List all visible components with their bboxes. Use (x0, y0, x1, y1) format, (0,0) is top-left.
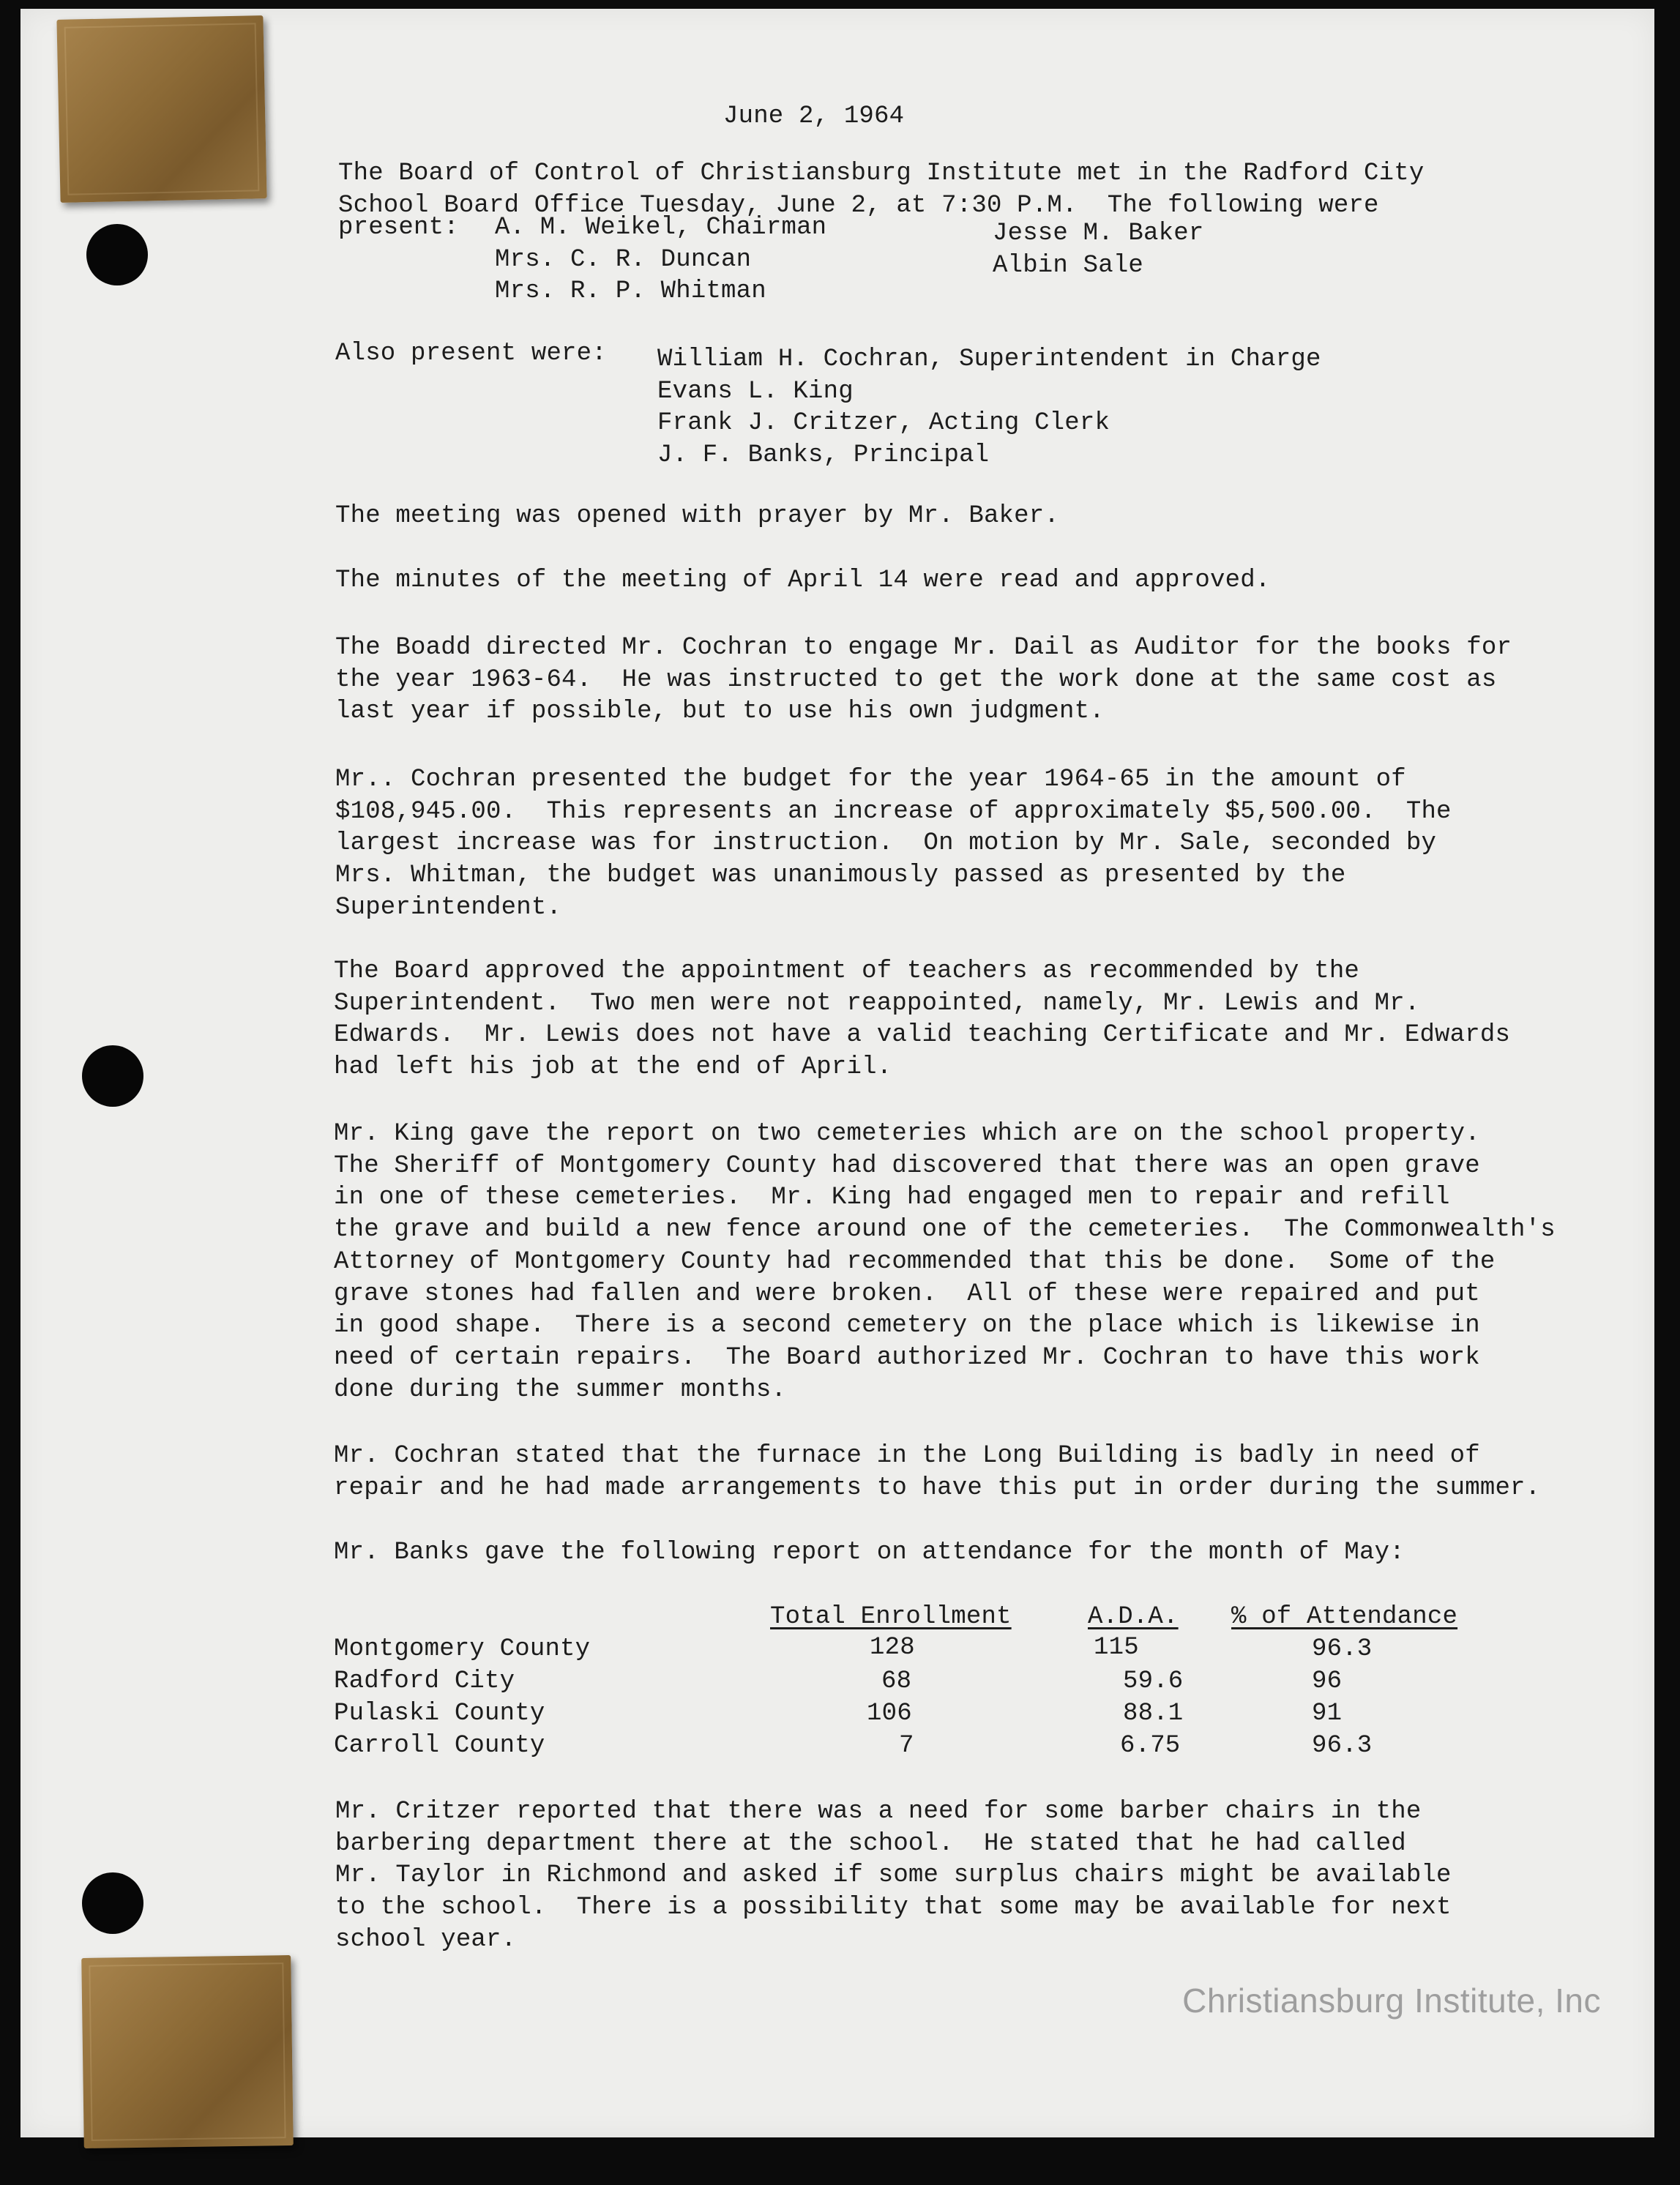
table-cell-county: Pulaski County (334, 1700, 545, 1728)
table-cell-enrollment: 106 (867, 1700, 912, 1728)
table-cell-pct: 96.3 (1312, 1732, 1373, 1760)
present-label: present: (338, 214, 459, 242)
paragraph-prayer (335, 501, 1059, 533)
paragraph-auditor (335, 632, 1512, 728)
table-cell-county: Carroll County (334, 1732, 545, 1760)
attendee: Mrs. C. R. Duncan (495, 245, 752, 274)
table-cell-pct: 96 (1312, 1667, 1343, 1695)
text-line: Mr. Cochran stated that the furnace in the Long Building is badly in need of (334, 1442, 1480, 1470)
text-line: School Board Office Tuesday, June 2, at 7:30 P.M. The following were (338, 191, 1379, 220)
text-line: The Sheriff of Montgomery County had discovered that there was an open grave (334, 1151, 1480, 1180)
attendee: Mrs. R. P. Whitman (495, 277, 766, 306)
table-cell-pct: 96.3 (1312, 1635, 1373, 1663)
text-line: Mr. King gave the report on two cemeteries which are on the school property. (334, 1120, 1480, 1148)
paragraph-furnace (334, 1441, 1540, 1504)
paragraph-minutes (335, 565, 1270, 597)
text-line: in good shape. There is a second cemetery on the place which is likewise in (334, 1312, 1480, 1340)
text-line: in one of these cemeteries. Mr. King had engaged men to repair and refill (334, 1184, 1450, 1212)
text-line: Edwards. Mr. Lewis does not have a valid teaching Certificate and Mr. Edwards (334, 1021, 1511, 1050)
table-cell-ada: 88.1 (1123, 1700, 1184, 1728)
text-line: $108,945.00. This represents an increase of approximately $5,500.00. The (335, 797, 1452, 826)
text-line: Mr. Banks gave the following report on attendance for the month of May: (334, 1539, 1405, 1566)
attendee: Evans L. King (657, 377, 854, 406)
text-line: The Board approved the appointment of teachers as recommended by the (334, 957, 1360, 985)
text-line: Attorney of Montgomery County had recommended that this be done. Some of the (334, 1247, 1496, 1276)
text-line: Mr. Taylor in Richmond and asked if some surplus chairs might be available (335, 1861, 1452, 1890)
paragraph-cemeteries (334, 1118, 1556, 1406)
text-line: largest increase was for instruction. On motion by Mr. Sale, seconded by (335, 829, 1437, 858)
table-cell-ada: 6.75 (1120, 1732, 1181, 1760)
text-line: Mr.. Cochran presented the budget for the year 1964-65 in the amount of (335, 766, 1406, 793)
attendee: William H. Cochran, Superintendent in Charge (657, 346, 1321, 373)
paragraph-budget (335, 764, 1452, 925)
text-line: The minutes of the meeting of April 14 were read and approved. (335, 567, 1271, 594)
table-cell-enrollment: 68 (881, 1667, 912, 1695)
text-line: school year. (335, 1925, 517, 1954)
table-cell-enrollment: 128 (870, 1634, 915, 1662)
table-cell-county: Montgomery County (334, 1635, 591, 1663)
text-line: grave stones had fallen and were broken. All of these were repaired and put (334, 1280, 1480, 1308)
table-header: % of Attendance (1231, 1603, 1458, 1631)
text-line: the grave and build a new fence around one of the cemeteries. The Commonwealth's (334, 1216, 1556, 1244)
also-present-list (657, 344, 1321, 472)
present-list-col1 (495, 212, 826, 308)
text-line: Superintendent. Two men were not reappointed, namely, Mr. Lewis and Mr. (334, 989, 1420, 1017)
paragraph-attendance-intro (334, 1537, 1405, 1569)
paragraph-barber-chairs (335, 1796, 1452, 1957)
table-header: Total Enrollment (770, 1603, 1012, 1631)
text-line: repair and he had made arrangements to have this put in order during the summer. (334, 1474, 1541, 1502)
text-line: The meeting was opened with prayer by Mr. Baker. (335, 502, 1059, 530)
table-cell-county: Radford City (334, 1667, 515, 1695)
text-line: The Boadd directed Mr. Cochran to engage Mr. Dail as Auditor for the books for (335, 634, 1512, 662)
text-line: The Board of Control of Christiansburg Institute met in the Radford City (338, 160, 1425, 187)
attendee: Frank J. Critzer, Acting Clerk (657, 409, 1110, 438)
text-line: need of certain repairs. The Board authorized Mr. Cochran to have this work (334, 1343, 1480, 1372)
table-cell-ada: 59.6 (1123, 1667, 1184, 1695)
text-line: Mrs. Whitman, the budget was unanimously passed as presented by the (335, 862, 1346, 890)
text-line: Superintendent. (335, 893, 562, 922)
attendee: Albin Sale (993, 251, 1144, 280)
text-line: had left his job at the end of April. (334, 1053, 892, 1082)
paragraph-teachers (334, 956, 1510, 1084)
table-header: A.D.A. (1088, 1603, 1179, 1631)
text-line: Mr. Critzer reported that there was a need for some barber chairs in the (335, 1798, 1422, 1826)
table-cell-pct: 91 (1312, 1700, 1343, 1728)
text-line: to the school. There is a possibility that some may be available for next (335, 1894, 1452, 1922)
also-present-label: Also present were: (335, 340, 607, 367)
text-line: done during the summer months. (334, 1375, 787, 1404)
present-list-col2 (993, 218, 1203, 282)
table-cell-enrollment: 7 (899, 1732, 914, 1760)
watermark: Christiansburg Institute, Inc (1182, 1982, 1601, 2020)
attendee: A. M. Weikel, Chairman (495, 214, 827, 242)
text-line: last year if possible, but to use his own judgment. (335, 698, 1105, 726)
attendee: J. F. Banks, Principal (657, 441, 990, 470)
table-cell-ada: 115 (1094, 1634, 1139, 1662)
text-line: the year 1963-64. He was instructed to get the work done at the same cost as (335, 665, 1497, 694)
attendee: Jesse M. Baker (993, 220, 1204, 247)
document-date: June 2, 1964 (723, 102, 905, 130)
text-line: barbering department there at the school. He stated that he had called (335, 1829, 1406, 1858)
